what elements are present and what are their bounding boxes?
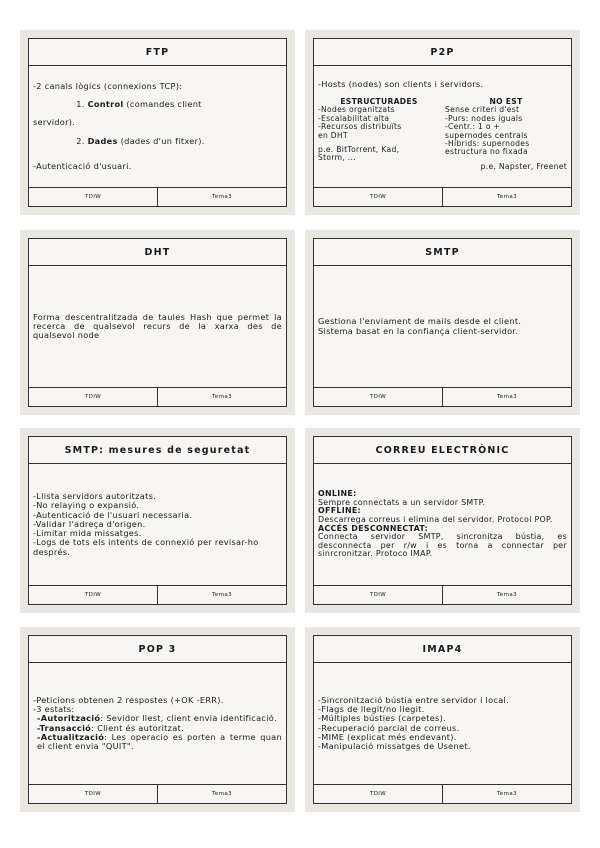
security-line: -Limitar mida missatges. — [33, 528, 142, 539]
card-title: POP 3 — [29, 636, 286, 663]
card-inner — [313, 38, 572, 207]
card-title: CORREU ELECTRÒNIC — [314, 437, 571, 464]
p2p-left-line: p.e. BitTorrent, Kad, — [318, 145, 400, 155]
p2p-left-line: Storm, ... — [318, 153, 356, 163]
p2p-left-line: en DHT — [318, 130, 348, 140]
ftp-dades-text: (dades d'un fitxer). — [117, 135, 205, 146]
dht-text: Forma descentralitzada de taules Hash que permet la recerca de qualsevol recurs de la xarxa des de qualsevol node — [33, 311, 282, 341]
card-body — [29, 663, 286, 784]
p2p-right-line: -Híbrids: supernodes — [445, 139, 530, 149]
p2p-left-line: -Escalabilitat alta — [318, 113, 390, 123]
card-footer — [314, 187, 571, 206]
card-footer — [314, 387, 571, 406]
card-inner — [28, 38, 287, 207]
imap-line: -Múltiples bústies (carpetes). — [318, 713, 447, 724]
imap-line: -Manipulació missatges de Usenet. — [318, 740, 471, 751]
ftp-num: 1. — [76, 98, 88, 109]
card-ftp — [20, 30, 295, 215]
ftp-line: -2 canals lògics (connexions TCP): — [33, 80, 183, 91]
footer-topic: Tema3 — [442, 586, 571, 604]
pop3-state-update — [33, 733, 282, 751]
card-title: IMAP4 — [314, 636, 571, 663]
p2p-unstructured-col — [445, 97, 567, 171]
p2p-intro: -Hosts (nodes) son clients i servidors. — [318, 79, 484, 89]
pop3-state-label: -Transacció — [37, 722, 92, 733]
p2p-right-line: -Centr.: 1 o + — [445, 122, 501, 132]
p2p-structured-col — [318, 97, 440, 171]
p2p-columns — [318, 97, 567, 171]
security-line: -Logs de tots els intents de connexió per revisar-ho després. — [33, 537, 259, 557]
p2p-right-line: supernodes centrals — [445, 130, 528, 140]
footer-subject: TDIW — [369, 194, 387, 200]
footer-subject: TDIW — [369, 394, 387, 400]
footer-subject: TDIW — [369, 791, 387, 797]
card-email — [305, 428, 580, 613]
card-footer — [29, 784, 286, 803]
card-inner — [28, 635, 287, 804]
card-footer — [314, 784, 571, 803]
card-body — [29, 66, 286, 187]
security-line: -Validar l'adreça d'origen. — [33, 518, 146, 529]
p2p-left-line: -Nodes organitzats — [318, 105, 395, 115]
p2p-right-line: estructura no fixada — [445, 147, 528, 157]
imap-line: -MIME (explicat més endevant). — [318, 731, 457, 742]
footer-subject: TDIW — [84, 592, 102, 598]
security-line: -No relaying o expansió. — [33, 500, 140, 511]
footer-topic: Tema3 — [157, 586, 286, 604]
smtp-line: Sistema basat en la confiança client-servidor. — [318, 325, 519, 336]
email-online-heading: ONLINE: — [318, 489, 357, 499]
card-title: SMTP: mesures de seguretat — [29, 437, 286, 464]
footer-topic: Tema3 — [442, 388, 571, 406]
card-pop3 — [20, 627, 295, 812]
footer-subject: TDIW — [84, 194, 102, 200]
security-line: -Llista servidors autoritzats. — [33, 491, 157, 502]
footer-topic: Tema3 — [157, 188, 286, 206]
pop3-state-text: : Les operacio es porten a terme quan el client envia "QUIT". — [37, 731, 282, 751]
p2p-right-line: p.e. Napster, Freenet — [480, 161, 567, 171]
card-footer — [314, 585, 571, 604]
ftp-line: -Autenticació d'usuari. — [33, 161, 132, 172]
p2p-structured-heading: ESTRUCTURADES — [340, 97, 418, 107]
card-inner — [313, 238, 572, 407]
card-title: FTP — [29, 39, 286, 66]
footer-subject: TDIW — [369, 592, 387, 598]
email-disconnected-heading: ACCÉS DESCONNECTAT: — [318, 523, 429, 533]
pop3-line: -3 estats: — [33, 704, 75, 715]
card-title: SMTP — [314, 239, 571, 266]
footer-topic: Tema3 — [157, 785, 286, 803]
imap-line: -Flags de llegit/no llegit. — [318, 704, 425, 715]
ftp-num: 2. — [76, 135, 88, 146]
footer-subject: TDIW — [84, 394, 102, 400]
card-body — [314, 663, 571, 784]
pop3-state-label: -Actualització — [37, 731, 105, 742]
card-body — [314, 66, 571, 187]
security-line: -Autenticació de l'usuari necessaria. — [33, 509, 193, 520]
p2p-left-line: -Recursos distribuïts — [318, 122, 402, 132]
imap-line: -Sincronització bústia entre servidor i local. — [318, 694, 510, 705]
card-footer — [29, 187, 286, 206]
card-smtp-security — [20, 428, 295, 613]
ftp-dades-line — [33, 128, 282, 156]
card-title: P2P — [314, 39, 571, 66]
ftp-line: servidor). — [33, 117, 76, 128]
card-body — [314, 266, 571, 387]
card-imap4 — [305, 627, 580, 812]
imap-line: -Recuperació parcial de correus. — [318, 722, 460, 733]
ftp-control-label: Control — [87, 98, 124, 109]
p2p-right-line: -Purs: nodes iguals — [445, 113, 523, 123]
card-p2p — [305, 30, 580, 215]
card-inner — [313, 635, 572, 804]
smtp-line: Gestiona l'enviament de mails desde el client. — [318, 316, 522, 327]
p2p-unstructured-heading: NO EST — [489, 97, 523, 107]
footer-subject: TDIW — [84, 791, 102, 797]
pop3-state-text: : Client és autoritzat. — [91, 722, 184, 733]
pop3-state-label: -Autorització — [37, 713, 101, 724]
card-inner — [313, 436, 572, 605]
card-footer — [29, 585, 286, 604]
footer-topic: Tema3 — [442, 785, 571, 803]
ftp-dades-label: Dades — [87, 135, 118, 146]
email-disconnected-text: Connecta servidor SMTP, sincronitza bústia, es desconnecta per r/w i es torna a connectar per sinrcronitzar. Protoco IMAP. — [318, 532, 567, 559]
ftp-control-text: (comandes client — [123, 98, 202, 109]
card-footer — [29, 387, 286, 406]
card-body — [29, 266, 286, 387]
card-body — [314, 464, 571, 585]
pop3-state-text: : Sevidor llest, client envia identificació. — [100, 713, 277, 724]
footer-topic: Tema3 — [442, 188, 571, 206]
card-inner — [28, 238, 287, 407]
p2p-right-line: Sense criteri d'est — [445, 105, 520, 115]
email-offline-heading: OFFLINE: — [318, 506, 362, 516]
card-inner — [28, 436, 287, 605]
card-title: DHT — [29, 239, 286, 266]
email-online-text: Sempre connectats a un servidor SMTP. — [318, 497, 486, 507]
card-body — [29, 464, 286, 585]
footer-topic: Tema3 — [157, 388, 286, 406]
email-offline-text: Descarrega correus i elimina del servidor. Protocol POP. — [318, 514, 553, 524]
card-smtp — [305, 230, 580, 415]
ftp-control-line — [33, 91, 282, 119]
pop3-line: -Peticions obtenen 2 respostes (+OK -ERR). — [33, 694, 224, 705]
card-dht — [20, 230, 295, 415]
